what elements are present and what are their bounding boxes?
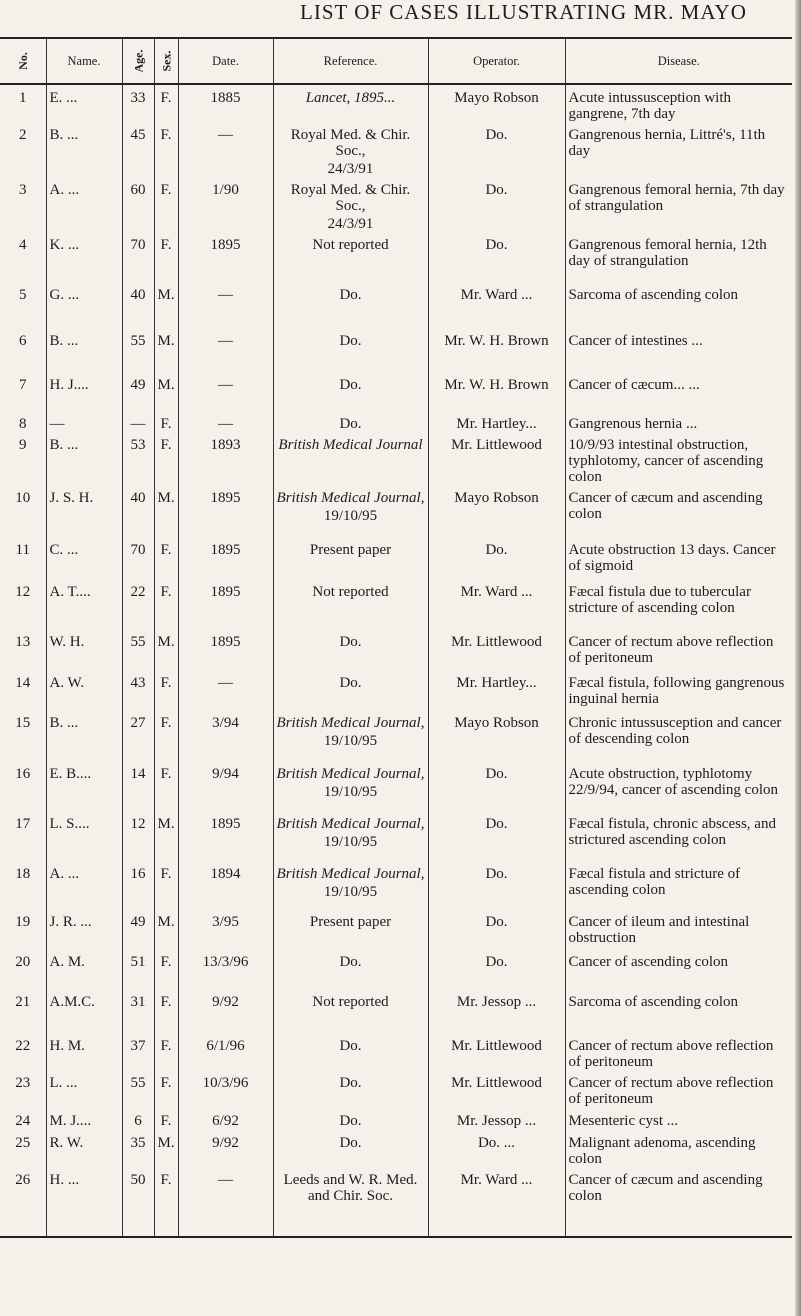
cell-no: 20 <box>15 954 31 970</box>
cell-disease: Cancer of cæcum... ... <box>565 372 792 411</box>
cell-operator: Mr. Littlewood <box>428 629 565 670</box>
cell-operator: Mr. Ward ... <box>428 282 565 328</box>
cell-disease: Cancer of intestines ... <box>565 328 792 372</box>
cell-no: 13 <box>15 634 31 650</box>
table-row <box>0 811 792 861</box>
cell-reference: Present paper <box>273 909 428 949</box>
cell-age: 40 <box>122 282 154 328</box>
cell-no: 23 <box>15 1075 31 1091</box>
cell-no: 21 <box>15 994 31 1010</box>
cell-operator: Mr. Littlewood <box>428 432 565 485</box>
cell-disease: 10/9/93 intestinal obstruction, typhlotomy, cancer of ascending colon <box>565 432 792 485</box>
cell-date: 3/95 <box>178 909 273 949</box>
cell-sex: F. <box>154 670 178 710</box>
cell-disease: Mesenteric cyst ... <box>565 1108 792 1130</box>
cell-name: L. S.... <box>46 811 122 861</box>
cell-no: 4 <box>19 237 27 253</box>
cell-age: 27 <box>122 710 154 761</box>
table-row <box>0 670 792 710</box>
cell-operator: Mr. Ward ... <box>428 1167 565 1237</box>
cell-date: 6/1/96 <box>178 1033 273 1070</box>
cell-age: 55 <box>122 1070 154 1108</box>
cell-sex: F. <box>154 1070 178 1108</box>
cell-disease: Fæcal fistula, following gangrenous inguinal hernia <box>565 670 792 710</box>
cell-disease: Fæcal fistula due to tubercular stricture of ascending colon <box>565 579 792 629</box>
cell-age: 45 <box>122 122 154 177</box>
cell-age: 6 <box>122 1108 154 1130</box>
cell-no: 19 <box>15 914 31 930</box>
table-row <box>0 629 792 670</box>
cell-disease: Acute intussusception with gangrene, 7th day <box>565 84 792 122</box>
cell-age: 12 <box>122 811 154 861</box>
reference-date: 24/3/91 <box>327 216 374 232</box>
cell-sex: F. <box>154 122 178 177</box>
cell-name: H. M. <box>46 1033 122 1070</box>
reference-date: 24/3/91 <box>327 161 374 177</box>
cell-sex: M. <box>154 629 178 670</box>
cell-disease: Gangrenous hernia ... <box>565 411 792 432</box>
cell-operator: Mr. Hartley... <box>428 411 565 432</box>
cell-age: 14 <box>122 761 154 811</box>
cell-reference: Lancet, 1895... <box>273 84 428 122</box>
table-row <box>0 1070 792 1108</box>
cell-name: M. J.... <box>46 1108 122 1130</box>
cell-date: 1895 <box>178 579 273 629</box>
cell-no: 24 <box>15 1113 31 1129</box>
header-date: Date. <box>178 38 273 84</box>
cell-operator: Mayo Robson <box>428 710 565 761</box>
table-row <box>0 989 792 1033</box>
cell-sex: M. <box>154 372 178 411</box>
cell-age: 31 <box>122 989 154 1033</box>
cell-sex: M. <box>154 909 178 949</box>
table-row <box>0 1167 792 1237</box>
cell-no: 12 <box>15 584 31 600</box>
cell-reference: Royal Med. & Chir. Soc., 24/3/91 <box>273 177 428 232</box>
cell-age: 70 <box>122 537 154 579</box>
cell-operator: Do. <box>428 177 565 232</box>
cell-date: — <box>178 411 273 432</box>
cell-disease: Gangrenous femoral hernia, 7th day of strangulation <box>565 177 792 232</box>
cell-disease: Acute obstruction 13 days. Cancer of sigmoid <box>565 537 792 579</box>
cell-name: A. ... <box>46 177 122 232</box>
cell-reference: British Medical Journal, 19/10/95 <box>273 761 428 811</box>
cell-name: W. H. <box>46 629 122 670</box>
cell-age: 43 <box>122 670 154 710</box>
cell-disease: Sarcoma of ascending colon <box>565 989 792 1033</box>
cell-age: 37 <box>122 1033 154 1070</box>
cell-operator: Do. <box>428 537 565 579</box>
table-row <box>0 949 792 989</box>
cell-disease: Cancer of ileum and intestinal obstruction <box>565 909 792 949</box>
cell-name: J. R. ... <box>46 909 122 949</box>
reference-date: 19/10/95 <box>323 784 378 800</box>
cell-operator: Mr. Jessop ... <box>428 989 565 1033</box>
cell-reference: British Medical Journal, 19/10/95 <box>273 861 428 909</box>
cell-name: B. ... <box>46 122 122 177</box>
cell-name: G. ... <box>46 282 122 328</box>
cell-age: 22 <box>122 579 154 629</box>
cell-name: B. ... <box>46 432 122 485</box>
table-row <box>0 411 792 432</box>
cell-reference: Do. <box>273 372 428 411</box>
cell-sex: F. <box>154 949 178 989</box>
cell-sex: F. <box>154 1108 178 1130</box>
cell-no: 11 <box>15 542 30 558</box>
cell-no: 3 <box>19 182 27 198</box>
cell-operator: Mr. Littlewood <box>428 1070 565 1108</box>
cell-no: 17 <box>15 816 31 832</box>
cell-date: — <box>178 670 273 710</box>
cell-sex: F. <box>154 989 178 1033</box>
cell-date: 9/92 <box>178 989 273 1033</box>
cell-no: 10 <box>15 490 31 506</box>
cell-no: 16 <box>15 766 31 782</box>
table-row <box>0 282 792 328</box>
cell-reference: British Medical Journal, 19/10/95 <box>273 710 428 761</box>
cell-reference: Leeds and W. R. Med. and Chir. Soc. <box>273 1167 428 1237</box>
cell-sex: F. <box>154 861 178 909</box>
cell-name: E. ... <box>46 84 122 122</box>
cell-no: 22 <box>15 1038 31 1054</box>
cell-no: 6 <box>19 333 27 349</box>
cell-operator: Do. <box>428 909 565 949</box>
cell-sex: F. <box>154 177 178 232</box>
cell-no: 1 <box>19 90 27 106</box>
cell-name: A. T.... <box>46 579 122 629</box>
cell-date: 1893 <box>178 432 273 485</box>
cell-disease: Sarcoma of ascending colon <box>565 282 792 328</box>
cell-operator: Mr. Jessop ... <box>428 1108 565 1130</box>
cell-name: K. ... <box>46 232 122 282</box>
table-row <box>0 1108 792 1130</box>
cell-operator: Mayo Robson <box>428 485 565 537</box>
cell-age: 49 <box>122 909 154 949</box>
cell-date: 1/90 <box>178 177 273 232</box>
cell-sex: F. <box>154 537 178 579</box>
table-row <box>0 372 792 411</box>
cell-disease: Fæcal fistula and stricture of ascending colon <box>565 861 792 909</box>
cell-name: — <box>46 411 122 432</box>
cell-no: 7 <box>19 377 27 393</box>
cell-reference: Royal Med. & Chir. Soc., 24/3/91 <box>273 122 428 177</box>
cell-no: 14 <box>15 675 31 691</box>
cell-no: 15 <box>15 715 31 731</box>
table-row <box>0 232 792 282</box>
header-name: Name. <box>46 38 122 84</box>
cell-reference: Do. <box>273 1033 428 1070</box>
cell-age: 51 <box>122 949 154 989</box>
table-row <box>0 84 792 122</box>
cell-disease: Cancer of cæcum and ascending colon <box>565 485 792 537</box>
cell-date: 3/94 <box>178 710 273 761</box>
cell-date: — <box>178 122 273 177</box>
cell-no: 18 <box>15 866 31 882</box>
cell-operator: Mr. W. H. Brown <box>428 372 565 411</box>
table-row <box>0 1130 792 1167</box>
header-sex: Sex. <box>154 38 178 84</box>
cell-reference: Do. <box>273 629 428 670</box>
cell-operator: Do. <box>428 949 565 989</box>
cell-date: — <box>178 328 273 372</box>
cell-sex: F. <box>154 232 178 282</box>
cell-operator: Mr. Hartley... <box>428 670 565 710</box>
cell-date: 1895 <box>178 629 273 670</box>
cell-sex: F. <box>154 761 178 811</box>
cell-reference: Not reported <box>273 989 428 1033</box>
header-no: No. <box>0 38 46 84</box>
cases-table <box>0 37 792 1238</box>
case-rows <box>0 84 792 1237</box>
cell-date: 9/92 <box>178 1130 273 1167</box>
cell-disease: Cancer of rectum above reflection of peritoneum <box>565 1033 792 1070</box>
table-row <box>0 537 792 579</box>
table-row <box>0 177 792 232</box>
reference-date: 19/10/95 <box>323 733 378 749</box>
cell-sex: M. <box>154 282 178 328</box>
cell-sex: M. <box>154 328 178 372</box>
cell-sex: M. <box>154 485 178 537</box>
cell-operator: Mr. W. H. Brown <box>428 328 565 372</box>
cell-age: 55 <box>122 629 154 670</box>
cell-sex: F. <box>154 710 178 761</box>
cell-age: 35 <box>122 1130 154 1167</box>
header-age: Age. <box>122 38 154 84</box>
cell-disease: Fæcal fistula, chronic abscess, and strictured ascending colon <box>565 811 792 861</box>
cell-age: 70 <box>122 232 154 282</box>
cell-date: 1895 <box>178 232 273 282</box>
reference-date: 19/10/95 <box>323 508 378 524</box>
cell-no: 25 <box>15 1135 31 1151</box>
cell-date: — <box>178 282 273 328</box>
cell-sex: M. <box>154 1130 178 1167</box>
cell-disease: Cancer of ascending colon <box>565 949 792 989</box>
cell-reference: Do. <box>273 328 428 372</box>
header-reference: Reference. <box>273 38 428 84</box>
cell-reference: Not reported <box>273 579 428 629</box>
table-row <box>0 1033 792 1070</box>
cell-name: A.M.C. <box>46 989 122 1033</box>
cell-date: 1895 <box>178 811 273 861</box>
cell-sex: F. <box>154 1167 178 1237</box>
cell-reference: Do. <box>273 1108 428 1130</box>
header-operator: Operator. <box>428 38 565 84</box>
header-disease: Disease. <box>565 38 792 84</box>
cell-reference: Do. <box>273 949 428 989</box>
cell-age: 55 <box>122 328 154 372</box>
cell-disease: Gangrenous femoral hernia, 12th day of strangulation <box>565 232 792 282</box>
cell-sex: F. <box>154 1033 178 1070</box>
cell-age: 40 <box>122 485 154 537</box>
cell-reference: Do. <box>273 1070 428 1108</box>
table-row <box>0 328 792 372</box>
cell-no: 9 <box>19 437 27 453</box>
table-row <box>0 485 792 537</box>
cell-disease: Cancer of cæcum and ascending colon <box>565 1167 792 1237</box>
cell-operator: Mayo Robson <box>428 84 565 122</box>
cell-date: 13/3/96 <box>178 949 273 989</box>
cell-operator: Mr. Littlewood <box>428 1033 565 1070</box>
cell-name: E. B.... <box>46 761 122 811</box>
cell-reference: Do. <box>273 411 428 432</box>
cell-no: 2 <box>19 127 27 143</box>
cell-no: 5 <box>19 287 27 303</box>
cell-operator: Do. <box>428 761 565 811</box>
cell-date: — <box>178 1167 273 1237</box>
cell-age: — <box>122 411 154 432</box>
cell-reference: British Medical Journal, 19/10/95 <box>273 811 428 861</box>
cell-sex: F. <box>154 579 178 629</box>
cell-date: 10/3/96 <box>178 1070 273 1108</box>
cell-reference: Do. <box>273 1130 428 1167</box>
cell-sex: F. <box>154 411 178 432</box>
reference-date: 19/10/95 <box>323 884 378 900</box>
cell-reference: Do. <box>273 670 428 710</box>
cell-reference: British Medical Journal <box>273 432 428 485</box>
cell-disease: Malignant adenoma, ascending colon <box>565 1130 792 1167</box>
cell-operator: Do. <box>428 861 565 909</box>
cell-name: J. S. H. <box>46 485 122 537</box>
cell-reference: British Medical Journal, 19/10/95 <box>273 485 428 537</box>
cell-reference: Not reported <box>273 232 428 282</box>
cell-operator: Do. ... <box>428 1130 565 1167</box>
table-row <box>0 122 792 177</box>
cell-operator: Do. <box>428 232 565 282</box>
cell-sex: F. <box>154 84 178 122</box>
cell-name: A. M. <box>46 949 122 989</box>
cell-name: A. ... <box>46 861 122 909</box>
cell-reference: Present paper <box>273 537 428 579</box>
cell-age: 60 <box>122 177 154 232</box>
table-row <box>0 861 792 909</box>
header-row <box>0 38 792 84</box>
table-row <box>0 761 792 811</box>
cell-disease: Cancer of rectum above reflection of peritoneum <box>565 629 792 670</box>
cell-sex: M. <box>154 811 178 861</box>
cell-date: — <box>178 372 273 411</box>
page-edge-shadow <box>795 0 801 1316</box>
cell-operator: Mr. Ward ... <box>428 579 565 629</box>
cell-age: 50 <box>122 1167 154 1237</box>
cell-date: 1895 <box>178 537 273 579</box>
cell-date: 1885 <box>178 84 273 122</box>
cell-name: L. ... <box>46 1070 122 1108</box>
reference-date: 19/10/95 <box>323 834 378 850</box>
cell-name: B. ... <box>46 710 122 761</box>
cell-date: 1895 <box>178 485 273 537</box>
cell-name: A. W. <box>46 670 122 710</box>
cell-age: 33 <box>122 84 154 122</box>
cell-name: H. ... <box>46 1167 122 1237</box>
cell-date: 9/94 <box>178 761 273 811</box>
table-row <box>0 579 792 629</box>
cell-date: 6/92 <box>178 1108 273 1130</box>
cell-no: 8 <box>19 416 27 432</box>
page-title: LIST OF CASES ILLUSTRATING MR. MAYO <box>300 0 747 24</box>
cell-no: 26 <box>0 1167 46 1237</box>
table-row <box>0 710 792 761</box>
cell-reference: Do. <box>273 282 428 328</box>
cell-disease: Chronic intussusception and cancer of descending colon <box>565 710 792 761</box>
cell-name: B. ... <box>46 328 122 372</box>
cell-sex: F. <box>154 432 178 485</box>
cell-age: 16 <box>122 861 154 909</box>
cell-disease: Gangrenous hernia, Littré's, 11th day <box>565 122 792 177</box>
cell-disease: Acute obstruction, typhlotomy 22/9/94, cancer of ascending colon <box>565 761 792 811</box>
cell-disease: Cancer of rectum above reflection of peritoneum <box>565 1070 792 1108</box>
cell-age: 49 <box>122 372 154 411</box>
cell-name: C. ... <box>46 537 122 579</box>
cell-operator: Do. <box>428 122 565 177</box>
cell-date: 1894 <box>178 861 273 909</box>
cell-operator: Do. <box>428 811 565 861</box>
cell-name: R. W. <box>46 1130 122 1167</box>
table-row <box>0 432 792 485</box>
table-row <box>0 909 792 949</box>
cell-name: H. J.... <box>46 372 122 411</box>
cell-age: 53 <box>122 432 154 485</box>
